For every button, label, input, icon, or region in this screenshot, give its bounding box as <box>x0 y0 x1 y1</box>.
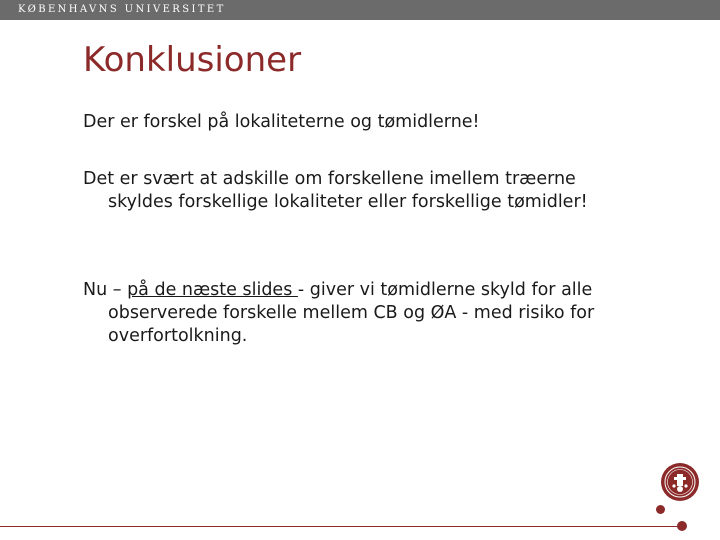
paragraph-2-line-1: Det er svært at adskille om forskellene imellem træerne <box>83 169 576 189</box>
paragraph-1 <box>83 111 693 134</box>
paragraph-3-prefix: Nu – <box>83 280 128 300</box>
next-slides-link[interactable]: på de næste slides <box>127 280 298 300</box>
paragraph-2-line-2: skyldes forskellige lokaliteter eller forskellige tømidler! <box>108 192 588 212</box>
paragraph-3-line-2: observerede forskelle mellem CB og ØA - med risiko for <box>108 303 595 323</box>
decorative-dot-large <box>677 521 687 531</box>
university-seal-icon <box>660 462 700 502</box>
paragraph-3-rest: - giver vi tømidlerne skyld for alle <box>297 280 593 300</box>
header-bar <box>0 0 720 20</box>
paragraph-1-text: Der er forskel på lokaliteterne og tømidlerne! <box>83 112 480 132</box>
paragraph-2 <box>83 168 693 214</box>
bottom-divider <box>0 526 678 527</box>
decorative-dot-small <box>656 505 665 514</box>
university-name: KØBENHAVNS UNIVERSITET <box>18 4 226 15</box>
slide-title: Konklusioner <box>83 40 302 80</box>
paragraph-3 <box>83 279 693 348</box>
paragraph-3-line-3: overfortolkning. <box>108 326 248 346</box>
